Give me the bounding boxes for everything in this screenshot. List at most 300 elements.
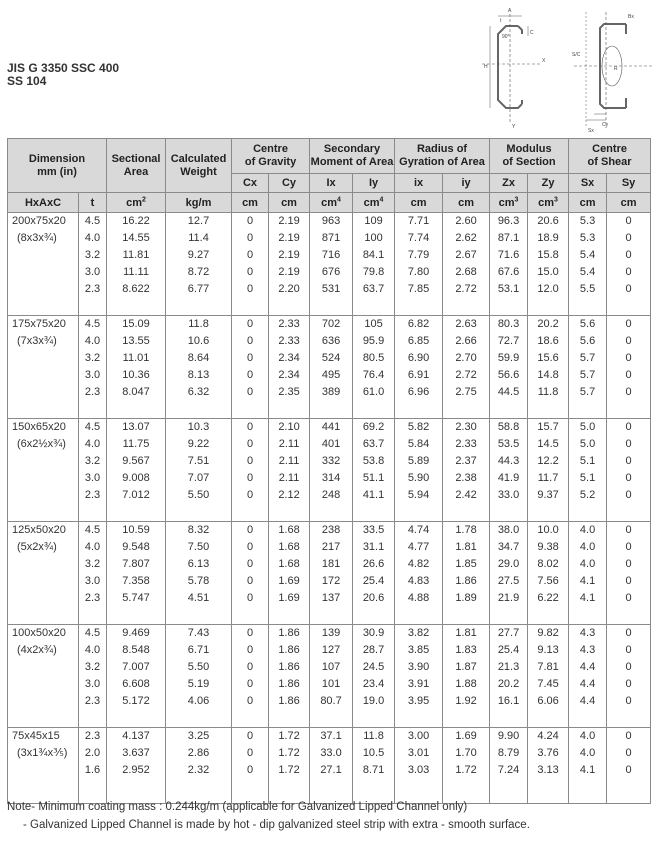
value-cx: 0 [246,747,254,759]
value-area: 9.469 [122,627,150,639]
cell-sy [607,625,651,728]
value-sx: 5.4 [579,266,596,278]
value-t: 3.2 [84,558,101,570]
value-weight: 7.50 [187,541,210,553]
value-iy: 20.6 [362,592,385,604]
value-rx: 3.03 [407,764,430,776]
value-rx: 3.90 [407,661,430,673]
value-zy: 15.7 [537,421,559,433]
table-row [8,625,651,728]
value-iy: 33.5 [362,524,385,536]
value-cy: 2.11 [278,472,300,484]
header-secondary-moment: Secondary Moment of Area [310,139,395,174]
cell-ry [443,316,490,419]
value-ix: 238 [321,524,341,536]
value-ix: 139 [321,627,341,639]
value-zy: 10.0 [537,524,559,536]
value-zx: 87.1 [497,232,520,244]
value-sx: 5.5 [579,283,596,295]
value-cy: 1.68 [278,541,300,553]
value-cx: 0 [246,438,254,450]
value-sy: 0 [625,335,632,347]
value-iy: 24.5 [362,661,385,673]
value-cy: 2.12 [278,489,300,501]
value-cy: 2.33 [278,318,300,330]
value-ry: 2.33 [455,438,477,450]
value-zx: 59.9 [497,352,520,364]
cell-rx [395,728,443,804]
value-sy: 0 [625,369,632,381]
value-rx: 6.85 [407,335,430,347]
subheader-cx: Cx [232,174,269,193]
cell-ix [310,522,353,625]
cell-ix [310,213,353,316]
subheader-ix: Ix [310,174,353,193]
cell-ry [443,213,490,316]
value-cx: 0 [246,730,254,742]
cell-cy [269,728,310,804]
size-mm: 150x65x20 [12,421,66,433]
value-t: 3.0 [84,575,101,587]
channel-spec-table [7,138,651,804]
value-area: 7.007 [122,661,150,673]
value-sy: 0 [625,524,632,536]
cell-cy [269,522,310,625]
value-ry: 1.86 [455,575,477,587]
value-cx: 0 [246,472,254,484]
value-iy: 95.9 [362,335,385,347]
value-zx: 80.3 [497,318,520,330]
value-sx: 4.0 [579,558,596,570]
value-cx: 0 [246,764,254,776]
cell-cx [232,728,269,804]
value-ry: 1.87 [455,661,477,673]
value-ix: 963 [321,215,341,227]
cell-zy [528,625,569,728]
value-area: 16.22 [122,215,150,227]
unit-sx: cm [569,193,607,213]
value-weight: 11.4 [188,232,209,244]
value-area: 14.55 [122,232,150,244]
value-rx: 3.00 [407,730,430,742]
value-zy: 14.8 [537,369,559,381]
header-modulus-section: Modulus of Section [490,139,569,174]
value-rx: 6.82 [407,318,430,330]
value-zx: 21.9 [497,592,520,604]
value-area: 11.81 [122,249,150,261]
cell-sy [607,213,651,316]
value-rx: 4.88 [407,592,430,604]
cell-cy [269,316,310,419]
unit-sy: cm [607,193,651,213]
value-zx: 71.6 [497,249,520,261]
value-cy: 1.68 [278,558,300,570]
value-cx: 0 [246,352,254,364]
value-sx: 4.0 [579,730,596,742]
notes [7,798,530,834]
table-row [8,213,651,316]
value-cy: 2.11 [278,455,300,467]
value-weight: 10.3 [187,421,210,433]
value-ix: 172 [321,575,341,587]
value-ry: 2.70 [455,352,477,364]
value-sy: 0 [625,215,632,227]
value-t: 3.0 [84,266,101,278]
unit-t: t [79,193,107,213]
value-weight: 9.22 [187,438,210,450]
value-cx: 0 [246,558,254,570]
value-sy: 0 [625,644,632,656]
value-t: 3.0 [84,678,101,690]
cell-zx [490,522,528,625]
value-sy: 0 [625,283,632,295]
cell-weight [166,625,232,728]
value-sx: 5.4 [579,249,596,261]
value-cx: 0 [246,524,254,536]
value-sx: 4.1 [579,592,596,604]
value-iy: 41.1 [362,489,385,501]
value-iy: 28.7 [362,644,385,656]
value-weight: 5.19 [187,678,210,690]
unit-cx: cm [232,193,269,213]
value-ry: 2.37 [455,455,477,467]
value-zx: 27.5 [497,575,520,587]
cell-t [79,419,107,522]
value-weight: 2.32 [187,764,210,776]
value-ry: 1.78 [455,524,477,536]
cell-sy [607,522,651,625]
value-sx: 4.0 [579,524,596,536]
value-ry: 2.66 [455,335,477,347]
cell-t [79,522,107,625]
size-mm: 200x75x20 [12,215,66,227]
value-sy: 0 [625,764,632,776]
value-ix: 107 [321,661,341,673]
value-rx: 6.90 [407,352,430,364]
cell-rx [395,522,443,625]
value-zy: 15.8 [537,249,559,261]
value-zy: 7.81 [537,661,559,673]
cell-weight [166,522,232,625]
value-sx: 5.2 [579,489,596,501]
cell-ry [443,625,490,728]
value-cy: 1.68 [278,524,300,536]
value-rx: 4.77 [407,541,430,553]
value-weight: 10.6 [187,335,210,347]
value-iy: 19.0 [362,695,385,707]
value-cx: 0 [246,644,254,656]
value-sx: 4.4 [579,695,596,707]
cell-weight [166,419,232,522]
value-cx: 0 [246,232,254,244]
value-cx: 0 [246,249,254,261]
value-weight: 5.50 [187,489,210,501]
cell-cx [232,419,269,522]
standard-jis: JIS G 3350 SSC 400 [7,61,120,75]
unit-iy: $cm^4$ [353,193,395,213]
value-zx: 44.5 [497,386,520,398]
value-weight: 4.51 [187,592,210,604]
value-iy: 63.7 [362,438,385,450]
value-t: 2.3 [84,283,101,295]
subheader-sy: Sy [607,174,651,193]
value-area: 15.09 [122,318,150,330]
value-zx: 7.24 [497,764,520,776]
value-ix: 495 [321,369,341,381]
value-iy: 80.5 [362,352,385,364]
value-area: 9.548 [122,541,150,553]
cell-area [107,625,166,728]
value-sy: 0 [625,695,632,707]
value-rx: 5.82 [407,421,430,433]
value-cy: 2.19 [278,249,300,261]
value-zx: 20.2 [497,678,520,690]
value-cx: 0 [246,541,254,553]
cell-sx [569,316,607,419]
header-centre-gravity: Centre of Gravity [232,139,310,174]
value-t: 3.2 [84,661,101,673]
value-t: 2.0 [84,747,101,759]
cell-weight [166,316,232,419]
value-area: 6.608 [122,678,150,690]
value-weight: 9.27 [187,249,210,261]
value-iy: 61.0 [362,386,385,398]
value-area: 11.75 [122,438,150,450]
standard-ss: SS 104 [7,74,47,88]
value-t: 2.3 [84,386,101,398]
value-zx: 56.6 [497,369,520,381]
value-rx: 5.84 [407,438,430,450]
value-cy: 2.19 [278,266,300,278]
value-sy: 0 [625,730,632,742]
value-zy: 3.13 [537,764,559,776]
unit-zx: $cm^3$ [490,193,528,213]
value-cy: 1.86 [278,644,300,656]
value-area: 13.55 [122,335,150,347]
value-zy: 12.2 [537,455,559,467]
value-weight: 4.06 [187,695,210,707]
value-rx: 5.94 [407,489,430,501]
value-zy: 15.0 [537,266,559,278]
value-iy: 31.1 [362,541,385,553]
value-cx: 0 [246,627,254,639]
cell-weight [166,728,232,804]
value-cy: 1.72 [278,764,300,776]
value-iy: 11.8 [363,730,384,742]
value-sy: 0 [625,472,632,484]
value-t: 4.0 [84,541,101,553]
value-cy: 2.20 [278,283,300,295]
value-sy: 0 [625,352,632,364]
value-t: 3.0 [84,472,101,484]
cell-zy [528,213,569,316]
cell-cx [232,625,269,728]
header-sectional-area: Sectional Area [107,139,166,193]
value-cy: 1.86 [278,695,300,707]
header-centre-shear: Centre of Shear [569,139,651,174]
cell-ry [443,419,490,522]
value-t: 2.3 [84,695,101,707]
value-cx: 0 [246,455,254,467]
cell-area [107,522,166,625]
cell-sx [569,625,607,728]
value-ix: 181 [321,558,341,570]
cell-area [107,316,166,419]
cell-sx [569,213,607,316]
value-sy: 0 [625,661,632,673]
value-ix: 716 [321,249,341,261]
value-sx: 5.0 [579,438,596,450]
value-rx: 6.91 [407,369,430,381]
value-ry: 2.38 [455,472,477,484]
value-zy: 11.8 [537,386,559,398]
value-ry: 2.67 [455,249,477,261]
value-cy: 1.69 [278,592,300,604]
value-rx: 4.83 [407,575,430,587]
cell-rx [395,625,443,728]
value-area: 8.622 [122,283,150,295]
cell-iy [353,316,395,419]
value-ry: 1.72 [455,764,477,776]
value-rx: 7.71 [407,215,430,227]
cell-sx [569,728,607,804]
value-cy: 2.19 [278,215,300,227]
spec-table-body [8,213,651,804]
lipped-channel-diagram [478,4,656,134]
value-area: 11.01 [122,352,150,364]
cell-zy [528,316,569,419]
value-sx: 5.0 [579,421,596,433]
value-area: 11.11 [123,266,149,278]
value-area: 2.952 [122,764,150,776]
value-ix: 441 [321,421,341,433]
subheader-rx: ix [395,174,443,193]
value-area: 5.172 [122,695,150,707]
value-zy: 9.38 [537,541,559,553]
subheader-zx: Zx [490,174,528,193]
value-zx: 58.8 [497,421,520,433]
value-weight: 7.43 [187,627,210,639]
value-weight: 6.77 [187,283,210,295]
subheader-ry: iy [443,174,490,193]
value-area: 10.59 [122,524,150,536]
cell-zx [490,625,528,728]
value-cy: 1.86 [278,627,300,639]
value-ix: 676 [321,266,341,278]
value-rx: 4.74 [407,524,430,536]
value-zy: 4.24 [537,730,559,742]
value-t: 4.5 [84,421,101,433]
size-mm: 100x50x20 [12,627,66,639]
value-ry: 2.42 [455,489,477,501]
svg-text:X: X [542,58,546,64]
value-zx: 29.0 [497,558,520,570]
cell-iy [353,522,395,625]
value-zx: 67.6 [497,266,520,278]
value-zy: 15.6 [537,352,559,364]
value-ry: 1.89 [455,592,477,604]
value-sx: 4.1 [579,575,596,587]
value-ry: 1.88 [455,678,477,690]
value-ix: 531 [321,283,341,295]
value-sy: 0 [625,592,632,604]
value-cy: 2.10 [278,421,300,433]
value-rx: 3.91 [407,678,430,690]
value-ix: 27.1 [320,764,342,776]
value-iy: 23.4 [362,678,385,690]
value-ry: 2.62 [455,232,477,244]
cell-zy [528,419,569,522]
value-weight: 2.86 [187,747,210,759]
size-in: (6x2½x¾) [17,438,66,450]
size-in: (7x3x¾) [17,335,57,347]
note-galvanized: - Galvanized Lipped Channel is made by hot - dip galvanized steel strip with extra - smooth surface. [23,819,530,831]
value-cx: 0 [246,283,254,295]
value-weight: 3.25 [187,730,210,742]
dimension-cell [8,728,79,804]
subheader-zy: Zy [528,174,569,193]
value-ix: 702 [321,318,341,330]
value-cy: 2.34 [278,352,300,364]
unit-zy: $cm^3$ [528,193,569,213]
value-sx: 5.7 [579,386,596,398]
value-sy: 0 [625,266,632,278]
value-t: 4.0 [84,232,101,244]
value-sy: 0 [625,541,632,553]
value-sx: 4.3 [579,627,596,639]
value-t: 4.0 [84,438,101,450]
value-sx: 5.1 [579,455,596,467]
value-area: 8.548 [122,644,150,656]
value-cy: 1.69 [278,575,300,587]
value-iy: 76.4 [362,369,385,381]
value-zy: 18.6 [537,335,559,347]
value-area: 7.012 [122,489,150,501]
value-ix: 389 [321,386,341,398]
value-sx: 5.3 [579,215,596,227]
size-in: (5x2x¾) [17,541,57,553]
value-rx: 7.85 [407,283,430,295]
subheader-sx: Sx [569,174,607,193]
value-rx: 3.82 [407,627,430,639]
cell-rx [395,419,443,522]
svg-text:Sx: Sx [588,128,594,134]
value-iy: 10.5 [362,747,385,759]
value-zy: 9.82 [537,627,559,639]
value-zy: 9.37 [537,489,559,501]
value-ix: 524 [321,352,341,364]
value-ry: 2.72 [455,283,477,295]
value-ry: 1.81 [455,541,477,553]
dimension-cell [8,522,79,625]
value-t: 4.5 [84,524,101,536]
value-zy: 9.13 [537,644,559,656]
value-zy: 6.06 [537,695,559,707]
svg-text:Bx: Bx [628,14,634,20]
unit-ry: cm [443,193,490,213]
value-sx: 4.3 [579,644,596,656]
value-zx: 8.79 [497,747,520,759]
subheader-cy: Cy [269,174,310,193]
value-iy: 8.71 [362,764,385,776]
cell-sx [569,419,607,522]
cell-ry [443,728,490,804]
cell-ix [310,728,353,804]
value-cx: 0 [246,592,254,604]
value-zy: 11.7 [537,472,559,484]
value-weight: 6.71 [187,644,210,656]
cell-sy [607,419,651,522]
